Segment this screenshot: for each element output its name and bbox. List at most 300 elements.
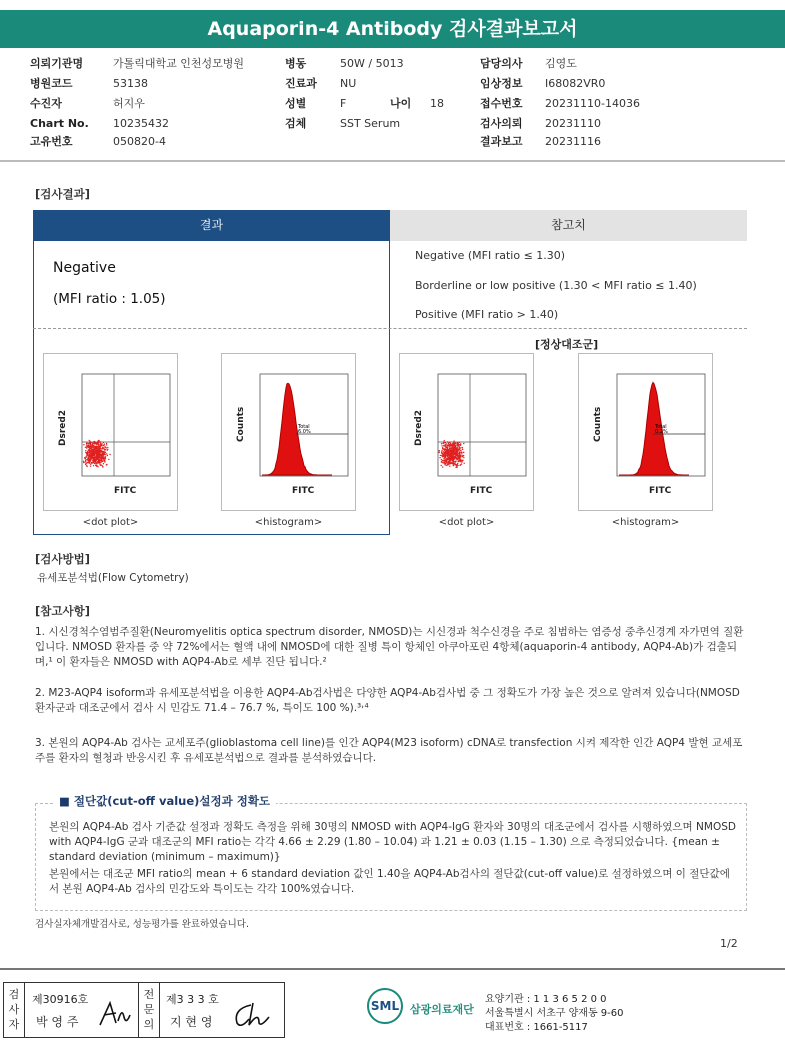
info-key: 검체: [285, 117, 307, 130]
cell-event-dot: [98, 440, 99, 441]
cell-event-dot: [103, 459, 104, 460]
cell-event-dot: [459, 465, 460, 466]
info-key: 결과보고: [480, 135, 523, 148]
info-value: 20231116: [545, 135, 601, 148]
cell-event-dot: [102, 448, 103, 449]
plot-caption: <histogram>: [254, 517, 323, 528]
cell-event-dot: [447, 441, 448, 442]
cell-event-dot: [444, 457, 445, 458]
cell-event-dot: [95, 442, 96, 443]
cell-event-dot: [83, 461, 84, 462]
cell-event-dot: [461, 463, 462, 464]
cell-event-dot: [95, 459, 96, 460]
histogram-curve: [262, 383, 332, 475]
cell-event-dot: [442, 466, 443, 467]
cell-event-dot: [95, 463, 96, 464]
cell-event-dot: [454, 461, 455, 462]
cell-event-dot: [104, 454, 105, 455]
info-key: 수진자: [30, 97, 62, 110]
cell-event-dot: [106, 447, 107, 448]
cell-event-dot: [86, 445, 87, 446]
cell-event-dot: [90, 447, 91, 448]
cell-event-dot: [459, 458, 460, 459]
cell-event-dot: [93, 465, 94, 466]
ref-positive: Positive (MFI ratio > 1.40): [415, 308, 559, 321]
cell-event-dot: [106, 453, 107, 454]
cell-event-dot: [94, 461, 95, 462]
cell-event-dot: [90, 466, 91, 467]
cell-event-dot: [456, 449, 457, 450]
cell-event-dot: [459, 442, 460, 443]
cell-event-dot: [446, 462, 447, 463]
cell-event-dot: [106, 464, 107, 465]
cell-event-dot: [92, 442, 93, 443]
plot-y-label: Dsred2: [414, 409, 424, 446]
cell-event-dot: [461, 447, 462, 448]
cell-event-dot: [463, 455, 464, 456]
plot-caption: <histogram>: [611, 517, 680, 528]
cutoff-title: ■ 절단값(cut-off value)설정과 정확도: [53, 793, 276, 809]
cell-event-dot: [107, 447, 108, 448]
specialist-license: 제3 3 3 호: [166, 993, 219, 1006]
cell-event-dot: [445, 444, 446, 445]
cell-event-dot: [441, 459, 442, 460]
footer-note: 검사실자체개발검사로, 성능평가를 완료하였습니다.: [35, 919, 249, 930]
histogram-plot: [221, 353, 356, 511]
dot-plot: [399, 353, 534, 511]
reference-header: 참고치: [390, 210, 747, 241]
plot-x-label: FITC: [292, 486, 315, 496]
cell-event-dot: [456, 448, 457, 449]
patient-info: [0, 0, 785, 160]
cell-event-dot: [445, 442, 446, 443]
info-value: SST Serum: [340, 117, 401, 130]
cell-event-dot: [87, 443, 88, 444]
lab-code: 요양기관 : 1 1 3 6 5 2 0 0: [485, 994, 607, 1005]
cell-event-dot: [439, 450, 440, 451]
info-key: Chart No.: [30, 117, 89, 130]
info-value: 50W / 5013: [340, 57, 404, 70]
notes-section-title: [참고사항]: [35, 604, 90, 618]
cell-event-dot: [89, 459, 90, 460]
plot-y-label: Counts: [236, 406, 246, 442]
cell-event-dot: [461, 456, 462, 457]
cell-event-dot: [104, 450, 105, 451]
info-key: 병원코드: [30, 77, 73, 90]
cell-event-dot: [105, 458, 106, 459]
cell-event-dot: [447, 448, 448, 449]
plot-x-label: FITC: [114, 486, 137, 496]
cell-event-dot: [89, 460, 90, 461]
cell-event-dot: [458, 450, 459, 451]
cell-event-dot: [441, 451, 442, 452]
plot-caption: <dot plot>: [82, 517, 139, 528]
cell-event-dot: [449, 460, 450, 461]
mfi-ratio: (MFI ratio : 1.05): [53, 291, 166, 307]
cell-event-dot: [452, 447, 453, 448]
cell-event-dot: [456, 454, 457, 455]
cell-event-dot: [88, 452, 89, 453]
cell-event-dot: [448, 458, 449, 459]
cell-event-dot: [87, 454, 88, 455]
cell-event-dot: [98, 462, 99, 463]
cell-event-dot: [454, 443, 455, 444]
cell-event-dot: [458, 459, 459, 460]
cell-event-dot: [457, 452, 458, 453]
info-value: 가톨릭대학교 인천성모병원: [113, 57, 245, 70]
cell-event-dot: [83, 462, 84, 463]
cell-event-dot: [459, 447, 460, 448]
cell-event-dot: [452, 450, 453, 451]
report-title: Aquaporin-4 Antibody 검사결과보고서: [0, 10, 785, 48]
cell-event-dot: [88, 449, 89, 450]
info-value: NU: [340, 77, 357, 90]
cell-event-dot: [448, 454, 449, 455]
cell-event-dot: [445, 446, 446, 447]
cell-event-dot: [94, 448, 95, 449]
cell-event-dot: [456, 459, 457, 460]
specialist-signature: [229, 999, 273, 1031]
cell-event-dot: [456, 465, 457, 466]
cell-event-dot: [99, 456, 100, 457]
info-value: F: [340, 97, 347, 110]
cell-event-dot: [457, 454, 458, 455]
cell-event-dot: [101, 460, 102, 461]
cell-event-dot: [457, 463, 458, 464]
cell-event-dot: [438, 452, 439, 453]
cell-event-dot: [99, 447, 100, 448]
cell-event-dot: [107, 449, 108, 450]
cell-event-dot: [97, 458, 98, 459]
cell-event-dot: [90, 443, 91, 444]
ref-negative: Negative (MFI ratio ≤ 1.30): [415, 249, 566, 262]
info-key: 담당의사: [480, 57, 523, 70]
dot-plot: [43, 353, 178, 511]
cell-event-dot: [86, 466, 87, 467]
cell-event-dot: [458, 461, 459, 462]
cell-event-dot: [442, 456, 443, 457]
tester-name: 박 영 주: [36, 1015, 79, 1029]
cell-event-dot: [446, 460, 447, 461]
cell-event-dot: [441, 445, 442, 446]
cell-event-dot: [106, 444, 107, 445]
cell-event-dot: [88, 456, 89, 457]
report-footer: [0, 968, 785, 1044]
method-section-title: [검사방법]: [35, 552, 90, 566]
cell-event-dot: [103, 445, 104, 446]
cell-event-dot: [462, 449, 463, 450]
cell-event-dot: [103, 463, 104, 464]
info-key: 진료과: [285, 77, 317, 90]
cell-event-dot: [450, 443, 451, 444]
cell-event-dot: [95, 449, 96, 450]
cell-event-dot: [449, 466, 450, 467]
cell-event-dot: [85, 461, 86, 462]
cell-event-dot: [447, 451, 448, 452]
cell-event-dot: [95, 465, 96, 466]
cell-event-dot: [86, 447, 87, 448]
info-key: 임상정보: [480, 77, 523, 90]
signature-box: [3, 982, 285, 1038]
cell-event-dot: [85, 464, 86, 465]
cell-event-dot: [445, 450, 446, 451]
note-1: 1. 시신경척수염범주질환(Neuromyelitis optica spectrum disorder, NMOSD)는 시신경과 척수신경을 주로 침범하는 염증성 중추신경계 자가면역 질환입니다. NMOSD 환자를 중 약 72%에서는 혈액 내에 NMOSD에 대한 질병 특이 항체인 아쿠아포린 4항체(aquaporin-4 antibody, AQP4-Ab)가 검출되며,¹ 이 환자들은 NMOSD with AQP4-Ab로 세부 진단 됩니다.²: [35, 626, 744, 668]
cell-event-dot: [90, 442, 91, 443]
cell-event-dot: [443, 448, 444, 449]
cell-event-dot: [451, 458, 452, 459]
cell-event-dot: [447, 444, 448, 445]
cell-event-dot: [454, 463, 455, 464]
cell-event-dot: [446, 465, 447, 466]
specialist-label: 전문의: [143, 988, 155, 1031]
cell-event-dot: [102, 465, 103, 466]
cell-event-dot: [461, 453, 462, 454]
plot-caption: <dot plot>: [438, 517, 495, 528]
results-section-title: [검사결과]: [35, 187, 90, 201]
cell-event-dot: [104, 460, 105, 461]
cell-event-dot: [455, 467, 456, 468]
cell-event-dot: [455, 464, 456, 465]
gate-total-value: 0.2%: [655, 429, 668, 435]
cell-event-dot: [450, 446, 451, 447]
cell-event-dot: [448, 462, 449, 463]
cutoff-text-1: 본원의 AQP4-Ab 검사 기준값 설정과 정확도 측정을 위해 30명의 NMOSD with AQP4-IgG 환자와 30명의 대조군에서 검사를 시행하였으며 NMOSD with AQP4-IgG 군과 대조군의 MFI ratio는 각각 4.66 ± 2.29 (1.80 – 10.04) 과 1.21 ± 0.03 (1.15 – 1.30) 으로 측정되었습니다. {mean ± standard deviation (minimum – maximum)}: [49, 821, 736, 863]
cell-event-dot: [462, 460, 463, 461]
cell-event-dot: [90, 454, 91, 455]
cell-event-dot: [98, 460, 99, 461]
cell-event-dot: [95, 453, 96, 454]
lab-logo: SML: [367, 988, 403, 1024]
cell-event-dot: [98, 452, 99, 453]
info-value: I68082VR0: [545, 77, 606, 90]
info-key: 나이: [390, 97, 412, 110]
cell-event-dot: [88, 461, 89, 462]
note-2: 2. M23-AQP4 isoform과 유세포분석법을 이용한 AQP4-Ab검사법은 다양한 AQP4-Ab검사법 중 그 정확도가 가장 높은 것으로 알려져 있습니다(NMOSD환자군과 대조군에서 검사 시 민감도 71.4 – 76.7 %, 특이도 100 %).³˒⁴: [35, 687, 740, 714]
cell-event-dot: [455, 455, 456, 456]
cell-event-dot: [86, 455, 87, 456]
cell-event-dot: [90, 452, 91, 453]
cell-event-dot: [83, 444, 84, 445]
cell-event-dot: [91, 455, 92, 456]
cell-event-dot: [443, 462, 444, 463]
cell-event-dot: [464, 463, 465, 464]
cell-event-dot: [453, 440, 454, 441]
plot-y-label: Dsred2: [58, 409, 68, 446]
header-divider: [0, 160, 785, 162]
cell-event-dot: [96, 446, 97, 447]
cell-event-dot: [443, 453, 444, 454]
result-header: 결과: [33, 210, 390, 241]
cell-event-dot: [455, 457, 456, 458]
sig-divider: [138, 983, 139, 1037]
cell-event-dot: [451, 456, 452, 457]
cell-event-dot: [449, 455, 450, 456]
plot-x-label: FITC: [649, 486, 672, 496]
cell-event-dot: [89, 447, 90, 448]
note-3: 3. 본원의 AQP4-Ab 검사는 교세포주(glioblastoma cell line)를 인간 AQP4(M23 isoform) cDNA로 transfection 시켜 제작한 인간 AQP4 발현 교세포주를 환자의 혈청과 반응시킨 후 유세포분석법으로 결과를 분석하였습니다.: [35, 737, 743, 764]
cell-event-dot: [102, 451, 103, 452]
cell-event-dot: [460, 460, 461, 461]
info-key: 의뢰기관명: [30, 57, 84, 70]
control-label: [정상대조군]: [535, 338, 599, 351]
ref-borderline: Borderline or low positive (1.30 < MFI ratio ≤ 1.40): [415, 279, 697, 292]
cell-event-dot: [451, 462, 452, 463]
cell-event-dot: [459, 444, 460, 445]
cell-event-dot: [445, 452, 446, 453]
cell-event-dot: [95, 457, 96, 458]
cell-event-dot: [453, 447, 454, 448]
info-value: 10235432: [113, 117, 169, 130]
cell-event-dot: [444, 460, 445, 461]
cell-event-dot: [449, 453, 450, 454]
cell-event-dot: [441, 465, 442, 466]
cell-event-dot: [100, 441, 101, 442]
cell-event-dot: [96, 443, 97, 444]
cell-event-dot: [445, 449, 446, 450]
info-value: 18: [430, 97, 444, 110]
cell-event-dot: [103, 453, 104, 454]
cell-event-dot: [105, 447, 106, 448]
cell-event-dot: [102, 457, 103, 458]
cell-event-dot: [90, 445, 91, 446]
cell-event-dot: [94, 453, 95, 454]
cell-event-dot: [444, 440, 445, 441]
specialist-name: 지 현 영: [170, 1015, 213, 1029]
cell-event-dot: [92, 450, 93, 451]
cell-event-dot: [109, 454, 110, 455]
cell-event-dot: [448, 445, 449, 446]
cell-event-dot: [441, 461, 442, 462]
cell-event-dot: [440, 455, 441, 456]
lab-name: 삼광의료재단: [410, 1003, 474, 1016]
tester-label: 검사자: [8, 988, 20, 1031]
cell-event-dot: [456, 452, 457, 453]
histogram-plot: [578, 353, 713, 511]
gate-total-value: 6.0%: [298, 429, 311, 435]
info-value: 허지우: [113, 97, 145, 110]
cell-event-dot: [87, 462, 88, 463]
cell-event-dot: [85, 447, 86, 448]
cell-event-dot: [442, 460, 443, 461]
sig-divider: [24, 983, 25, 1037]
cell-event-dot: [94, 446, 95, 447]
cell-event-dot: [445, 463, 446, 464]
histogram-curve: [619, 382, 689, 475]
cell-event-dot: [461, 452, 462, 453]
cell-event-dot: [97, 461, 98, 462]
cell-event-dot: [89, 440, 90, 441]
cell-event-dot: [447, 449, 448, 450]
cell-event-dot: [108, 459, 109, 460]
cell-event-dot: [106, 443, 107, 444]
cell-event-dot: [449, 463, 450, 464]
cell-event-dot: [86, 442, 87, 443]
cell-event-dot: [442, 447, 443, 448]
plot-y-label: Counts: [593, 406, 603, 442]
cell-event-dot: [442, 453, 443, 454]
cell-event-dot: [97, 451, 98, 452]
info-value: 050820-4: [113, 135, 166, 148]
cell-event-dot: [449, 462, 450, 463]
cell-event-dot: [92, 445, 93, 446]
cell-event-dot: [100, 450, 101, 451]
result-divider: [33, 328, 747, 329]
cell-event-dot: [101, 443, 102, 444]
cell-event-dot: [447, 464, 448, 465]
lab-phone: 대표번호 : 1661-5117: [485, 1022, 588, 1033]
cell-event-dot: [90, 451, 91, 452]
cell-event-dot: [450, 452, 451, 453]
cell-event-dot: [97, 466, 98, 467]
cell-event-dot: [107, 455, 108, 456]
cell-event-dot: [456, 444, 457, 445]
cell-event-dot: [463, 443, 464, 444]
cell-event-dot: [91, 457, 92, 458]
cell-event-dot: [87, 458, 88, 459]
info-value: 20231110: [545, 117, 601, 130]
cell-event-dot: [97, 441, 98, 442]
cell-event-dot: [450, 448, 451, 449]
cell-event-dot: [463, 452, 464, 453]
info-value: 53138: [113, 77, 148, 90]
cell-event-dot: [452, 458, 453, 459]
plot-x-label: FITC: [470, 486, 493, 496]
cell-event-dot: [93, 452, 94, 453]
cell-event-dot: [85, 450, 86, 451]
cell-event-dot: [101, 458, 102, 459]
cell-event-dot: [441, 455, 442, 456]
info-key: 검사의뢰: [480, 117, 523, 130]
gate-total-label: Total: [298, 424, 310, 430]
cell-event-dot: [103, 442, 104, 443]
cell-event-dot: [453, 464, 454, 465]
cell-event-dot: [444, 450, 445, 451]
cell-event-dot: [459, 449, 460, 450]
cell-event-dot: [92, 454, 93, 455]
cell-event-dot: [100, 465, 101, 466]
cell-event-dot: [441, 443, 442, 444]
cell-event-dot: [460, 450, 461, 451]
lab-address: 서울특별시 서초구 양재동 9-60: [485, 1008, 624, 1019]
cell-event-dot: [463, 457, 464, 458]
info-key: 접수번호: [480, 97, 523, 110]
cell-event-dot: [454, 445, 455, 446]
cell-event-dot: [94, 463, 95, 464]
cell-event-dot: [443, 442, 444, 443]
cell-event-dot: [443, 458, 444, 459]
cell-event-dot: [105, 452, 106, 453]
cell-event-dot: [97, 450, 98, 451]
cell-event-dot: [441, 450, 442, 451]
cell-event-dot: [99, 444, 100, 445]
cell-event-dot: [101, 454, 102, 455]
cell-event-dot: [89, 463, 90, 464]
cell-event-dot: [445, 454, 446, 455]
cell-event-dot: [443, 455, 444, 456]
tester-license: 제30916호: [32, 993, 89, 1006]
cell-event-dot: [97, 457, 98, 458]
sig-divider: [159, 983, 160, 1037]
cell-event-dot: [87, 455, 88, 456]
cell-event-dot: [90, 464, 91, 465]
cell-event-dot: [91, 462, 92, 463]
cell-event-dot: [448, 443, 449, 444]
cutoff-text-2: 본원에서는 대조군 MFI ratio의 mean + 6 standard deviation 값인 1.40을 AQP4-Ab검사의 절단값(cut-off value)로 설정하였으며 이 절단값에서 본원 AQP4-Ab 검사의 민감도와 특이도는 각각 100%였습니다.: [49, 868, 730, 895]
method-text: 유세포분석법(Flow Cytometry): [37, 572, 189, 584]
page-number: 1/2: [720, 937, 738, 950]
cell-event-dot: [459, 454, 460, 455]
cell-event-dot: [100, 462, 101, 463]
